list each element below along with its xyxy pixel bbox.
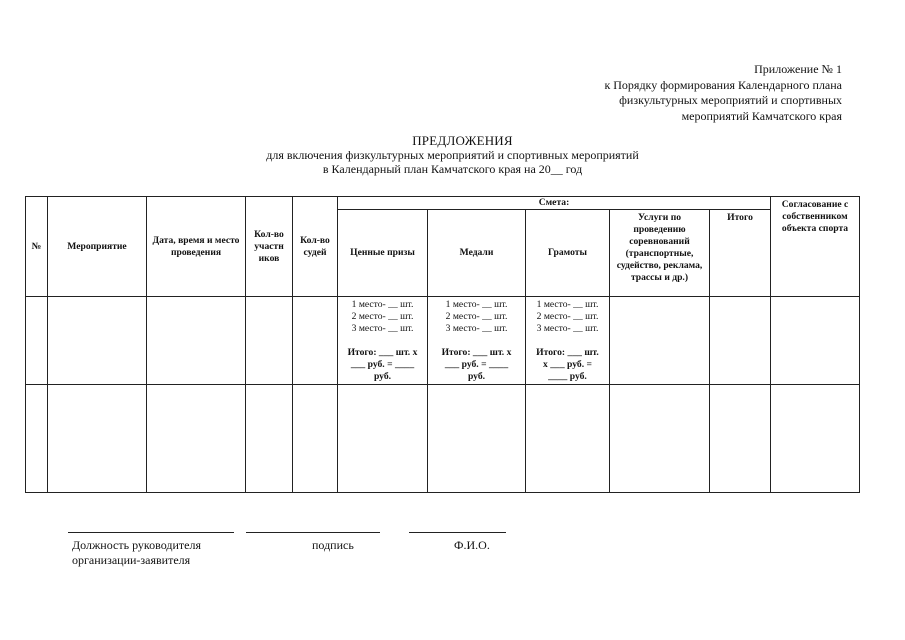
total-formula: Итого: ___ шт. х	[441, 347, 512, 358]
cell-total	[710, 385, 771, 493]
cell-valuable-prizes	[338, 385, 428, 493]
total-formula: Итого: ___ шт. х	[347, 347, 418, 358]
cell-services	[610, 385, 710, 493]
cell-date-place	[147, 297, 246, 385]
header-diplomas: Грамоты	[526, 210, 610, 297]
appendix-line: мероприятий Камчатского края	[681, 108, 842, 123]
place-count: 3 место- __ шт.	[445, 323, 508, 334]
cell-approval	[771, 385, 860, 493]
place-count: 2 место- __ шт.	[536, 311, 599, 322]
cell-participants	[246, 297, 293, 385]
signature-line-position	[68, 532, 234, 533]
place-count: 3 место- __ шт.	[536, 323, 599, 334]
full-name-label: Ф.И.О.	[454, 538, 490, 552]
cell-diplomas	[526, 385, 610, 493]
total-formula: руб.	[373, 371, 392, 382]
cell-medals	[428, 297, 526, 385]
signature-line-name	[409, 532, 506, 533]
document-subtitle: в Календарный план Камчатского края на 20__ год	[322, 162, 583, 176]
cell-judges	[293, 297, 338, 385]
table-row	[26, 385, 860, 493]
document-title	[0, 134, 905, 176]
cell-number	[26, 385, 48, 493]
cell-judges	[293, 385, 338, 493]
cell-date-place	[147, 385, 246, 493]
place-count: 1 место- __ шт.	[351, 299, 414, 310]
cell-services	[610, 297, 710, 385]
place-count: 1 место- __ шт.	[536, 299, 599, 310]
total-formula: ___ руб. = ____	[444, 359, 509, 370]
position-label-line: Должность руководителя	[72, 538, 201, 552]
cell-total	[710, 297, 771, 385]
total-formula: ___ руб. = ____	[350, 359, 415, 370]
total-formula: х ___ руб. =	[543, 359, 592, 370]
header-total: Итого	[710, 210, 771, 297]
table-row	[26, 297, 860, 385]
cell-event	[48, 297, 147, 385]
header-services: Услуги по проведению соревнований (транспортные, судейство, реклама, трассы и др.)	[610, 210, 710, 297]
appendix-line: к Порядку формирования Календарного плана	[604, 77, 842, 92]
header-estimate: Смета:	[338, 197, 771, 210]
header-participants: Кол-во участн иков	[246, 197, 293, 297]
header-valuable-prizes: Ценные призы	[338, 210, 428, 297]
cell-approval	[771, 297, 860, 385]
header-approval: Согласование с собственником объекта спорта	[771, 197, 860, 297]
cell-number	[26, 297, 48, 385]
place-count: 2 место- __ шт.	[351, 311, 414, 322]
cell-event	[48, 385, 147, 493]
header-medals: Медали	[428, 210, 526, 297]
place-count: 2 место- __ шт.	[445, 311, 508, 322]
signature-label: подпись	[312, 538, 354, 552]
cell-diplomas	[526, 297, 610, 385]
place-count: 1 место- __ шт.	[445, 299, 508, 310]
position-label-line: организации-заявителя	[72, 553, 191, 567]
total-formula: руб.	[467, 371, 486, 382]
place-count: 3 место- __ шт.	[351, 323, 414, 334]
signature-line-sign	[246, 532, 380, 533]
cell-valuable-prizes	[338, 297, 428, 385]
document-subtitle: для включения физкультурных мероприятий и спортивных мероприятий	[266, 148, 639, 162]
total-formula: ____ руб.	[548, 371, 587, 382]
header-date-place: Дата, время и место проведения	[147, 197, 246, 297]
total-formula: Итого: ___ шт.	[536, 347, 599, 358]
document-heading: ПРЕДЛОЖЕНИЯ	[412, 133, 513, 148]
header-number: №	[26, 197, 48, 297]
header-judges: Кол-во судей	[293, 197, 338, 297]
appendix-note	[502, 62, 842, 124]
appendix-number: Приложение № 1	[754, 62, 842, 76]
appendix-line: физкультурных мероприятий и спортивных	[619, 93, 842, 107]
proposals-table	[25, 196, 860, 493]
header-event: Мероприятие	[48, 197, 147, 297]
cell-participants	[246, 385, 293, 493]
cell-medals	[428, 385, 526, 493]
signature-position-label	[72, 538, 201, 568]
